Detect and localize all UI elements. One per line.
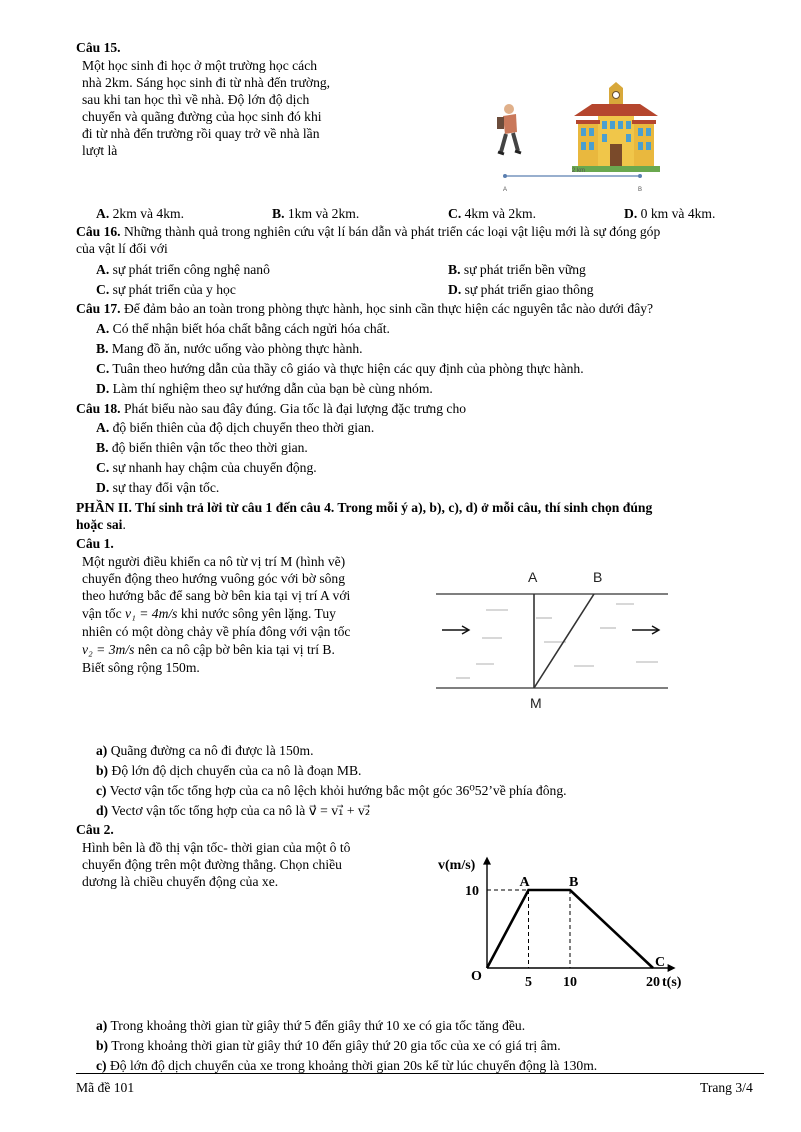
y-tick-label-10: 10: [465, 884, 479, 899]
school-building-icon: [572, 82, 660, 172]
q15-option-c[interactable]: C. 4km và 2km.: [448, 206, 536, 221]
q17-option-d[interactable]: D. Làm thí nghiệm theo sự hướng dẫn của bạn bè cùng nhóm.: [96, 381, 433, 396]
river-label-a: A: [528, 569, 538, 585]
p2q1-item-d[interactable]: d) Vectơ vận tốc tổng hợp của ca nô là v⃗ = v₁⃗ + v₂⃗: [96, 803, 371, 818]
q15-text-5: đi từ nhà đến trường rồi quay trở về nhà lần: [82, 126, 320, 141]
q18-text: Câu 18. Phát biểu nào sau đây đúng. Gia tốc là đại lượng đặc trưng cho: [76, 401, 467, 416]
p2q1-item-a[interactable]: a) Quãng đường ca nô đi được là 150m.: [96, 743, 314, 758]
q15-option-a[interactable]: A. 2km và 4km.: [96, 206, 184, 221]
velocity-time-chart: [430, 840, 700, 1000]
q17-option-b[interactable]: B. Mang đồ ăn, nước uống vào phòng thực hành.: [96, 341, 363, 356]
q17-option-a[interactable]: A. Có thể nhận biết hóa chất bằng cách ngửi hóa chất.: [96, 321, 390, 336]
point-label-o: O: [471, 969, 482, 984]
p2q1-text-5: nhiên có một dòng chảy về phía đông với vận tốc: [82, 624, 351, 639]
p2q2-text-3: dương là chiều chuyển động của xe.: [82, 874, 279, 889]
x-tick-label-20: 20: [646, 975, 660, 990]
p2q1-text-1: Một người điều khiển ca nô từ vị trí M (hình vẽ): [82, 554, 346, 569]
chart-labels: [465, 875, 665, 990]
q16-option-d[interactable]: D. sự phát triển giao thông: [448, 282, 594, 297]
q18-option-c[interactable]: C. sự nhanh hay chậm của chuyển động.: [96, 460, 317, 475]
student-walking-icon: [497, 104, 521, 154]
q18-option-a[interactable]: A. độ biến thiên của độ dịch chuyển theo thời gian.: [96, 420, 375, 435]
p2q2-item-b[interactable]: b) Trong khoảng thời gian từ giây thứ 10 đến giây thứ 20 gia tốc của xe có giá trị âm.: [96, 1038, 561, 1053]
p2q1-text-2: chuyển động theo hướng vuông góc với bờ sông: [82, 571, 346, 586]
q15-text-2: nhà 2km. Sáng học sinh đi từ nhà đến trường,: [82, 75, 331, 90]
p2q2-text-2: chuyển động trên một đường thẳng. Chọn chiều: [82, 857, 342, 872]
point-label-c: C: [655, 955, 666, 970]
point-label-b: B: [569, 875, 579, 890]
q16-text-2: của vật lí đối với: [76, 241, 168, 256]
current-arrow-left-icon: [442, 626, 469, 634]
q17-text: Câu 17. Để đảm bảo an toàn trong phòng thực hành, học sinh cần thực hiện các nguyên tắc nào dưới đây?: [76, 301, 654, 316]
q15-option-d[interactable]: D. 0 km và 4km.: [624, 206, 716, 221]
p2q2-item-c[interactable]: c) Độ lớn độ dịch chuyển của xe trong khoảng thời gian 20s kể từ lúc chuyển động là 130m.: [96, 1058, 598, 1073]
q15-text-6: lượt là: [82, 143, 118, 158]
q15-option-b[interactable]: B. 1km và 2km.: [272, 206, 360, 221]
point-b-label: B: [638, 187, 643, 193]
river-figure: [436, 566, 670, 714]
q16-option-b[interactable]: B. sự phát triển bền vững: [448, 262, 586, 277]
p2q1-item-b[interactable]: b) Độ lớn độ dịch chuyển của ca nô là đoạn MB.: [96, 763, 362, 778]
p2q2-text-1: Hình bên là đồ thị vận tốc- thời gian của một ô tô: [82, 840, 351, 855]
y-axis-arrow-icon: [483, 857, 491, 865]
q16-text-1: Câu 16. Những thành quả trong nghiên cứu vật lí bán dẫn và phát triển các loại vật liệu mới là sự đóng góp: [76, 224, 661, 239]
point-label-a: A: [519, 875, 530, 890]
p2q1-title: Câu 1.: [76, 536, 114, 551]
p2q1-text-3: theo hướng bắc để sang bờ bên kia tại vị trí A với: [82, 588, 351, 603]
p2q2-title: Câu 2.: [76, 822, 114, 837]
p2q1-text-7: Biết sông rộng 150m.: [82, 660, 200, 675]
x-axis-arrow-icon: [668, 964, 676, 972]
q15-text-4: chuyển và quãng đường của học sinh đó khi: [82, 109, 322, 124]
q16-option-a[interactable]: A. sự phát triển công nghệ nanô: [96, 262, 270, 277]
p2q1-text-6: v₂ = 3m/s nên ca nô cập bờ bên kia tại vị trí B.: [82, 642, 335, 657]
p2q1-text-4: vận tốc v₁ = 4m/s khi nước sông yên lặng. Tuy: [82, 606, 336, 621]
part2-heading-2: hoặc sai.: [76, 517, 126, 532]
q18-option-b[interactable]: B. độ biến thiên vận tốc theo thời gian.: [96, 440, 308, 455]
river-label-b: B: [593, 569, 603, 585]
footer-exam-code: Mã đề 101: [76, 1080, 135, 1095]
p2q2-item-a[interactable]: a) Trong khoảng thời gian từ giây thứ 5 đến giây thứ 10 xe có gia tốc tăng đều.: [96, 1018, 526, 1033]
q15-text-1: Một học sinh đi học ở một trường học cách: [82, 58, 318, 73]
chart-guides: [487, 890, 570, 968]
q15-figure: [488, 80, 688, 198]
chart-axes: [483, 857, 676, 972]
q17-option-c[interactable]: C. Tuân theo hướng dẫn của thầy cô giáo và thực hiện các quy định của phòng thực hành.: [96, 361, 584, 376]
river-label-m: M: [530, 695, 542, 711]
q15-text-3: sau khi tan học thì về nhà. Độ lớn độ dịch: [82, 92, 310, 107]
y-axis-label: v(m/s): [438, 858, 476, 873]
current-arrow-right-icon: [632, 626, 659, 634]
q15-title: Câu 15.: [76, 40, 121, 55]
point-a-label: A: [503, 187, 508, 193]
footer-page-number: Trang 3/4: [700, 1080, 753, 1095]
part2-heading-1: PHẦN II. Thí sinh trả lời từ câu 1 đến câu 4. Trong mỗi ý a), b), c), d) ở mỗi câu, thí sinh chọn đúng: [76, 500, 653, 515]
p2q1-item-c[interactable]: c) Vectơ vận tốc tổng hợp của ca nô lệch khỏi hướng bắc một góc 36⁰52’về phía đông.: [96, 783, 567, 798]
x-tick-label-10: 10: [563, 975, 577, 990]
x-axis-label: t(s): [662, 975, 682, 990]
q16-option-c[interactable]: C. sự phát triển của y học: [96, 282, 236, 297]
distance-label: 2 km: [572, 168, 586, 174]
q18-option-d[interactable]: D. sự thay đổi vận tốc.: [96, 480, 220, 495]
x-tick-label-5: 5: [525, 975, 532, 990]
footer-divider: [76, 1073, 764, 1074]
